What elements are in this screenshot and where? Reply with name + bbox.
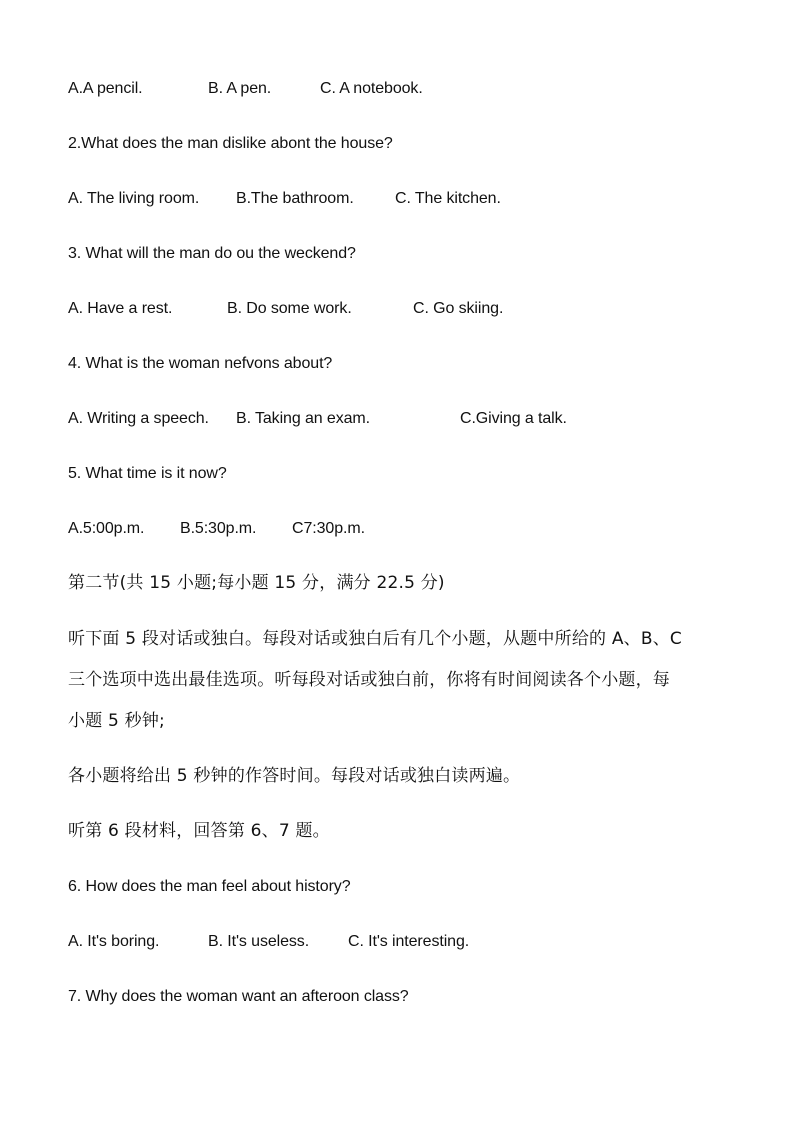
q3-option-c: C. Go skiing. [413,300,504,317]
material6-heading: 听第 6 段材料，回答第 6、7 题。 [68,821,330,841]
q6-option-a: A. It's boring. [68,933,160,950]
section2-instructions-line3: 小题 5 秒钟; [68,711,165,731]
q2-option-a: A. The living room. [68,190,200,207]
q5-question: 5. What time is it now? [68,465,227,482]
q4-option-a: A. Writing a speech. [68,410,209,427]
q6-option-b: B. It's useless. [208,933,310,950]
q2-option-b: B.The bathroom. [236,190,354,207]
q5-option-a: A.5:00p.m. [68,520,145,537]
section2-heading: 第二节(共 15 小题;每小题 15 分，满分 22.5 分) [68,573,445,593]
q1-option-c: C. A notebook. [320,80,423,97]
section2-instructions-line2: 三个选项中选出最佳选项。听每段对话或独白前，你将有时间阅读各个小题，每 [68,670,670,690]
q3-option-a: A. Have a rest. [68,300,173,317]
q3-question: 3. What will the man do ou the weckend? [68,245,356,262]
q2-option-c: C. The kitchen. [395,190,501,207]
q4-question: 4. What is the woman nefvons about? [68,355,333,372]
q7-question: 7. Why does the woman want an afteroon class? [68,988,409,1005]
q4-option-c: C.Giving a talk. [460,410,567,427]
q1-option-a: A.A pencil. [68,80,143,97]
q4-option-b: B. Taking an exam. [236,410,370,427]
q2-question: 2.What does the man dislike abont the house? [68,135,393,152]
q6-question: 6. How does the man feel about history? [68,878,351,895]
section2-instructions-line4: 各小题将给出 5 秒钟的作答时间。每段对话或独白读两遍。 [68,766,521,786]
section2-instructions-line1: 听下面 5 段对话或独白。每段对话或独白后有几个小题，从题中所给的 A、B、C [68,629,682,649]
q5-option-b: B.5:30p.m. [180,520,257,537]
q5-option-c: C7:30p.m. [292,520,365,537]
q1-option-b: B. A pen. [208,80,272,97]
q6-option-c: C. It's interesting. [348,933,470,950]
q3-option-b: B. Do some work. [227,300,352,317]
